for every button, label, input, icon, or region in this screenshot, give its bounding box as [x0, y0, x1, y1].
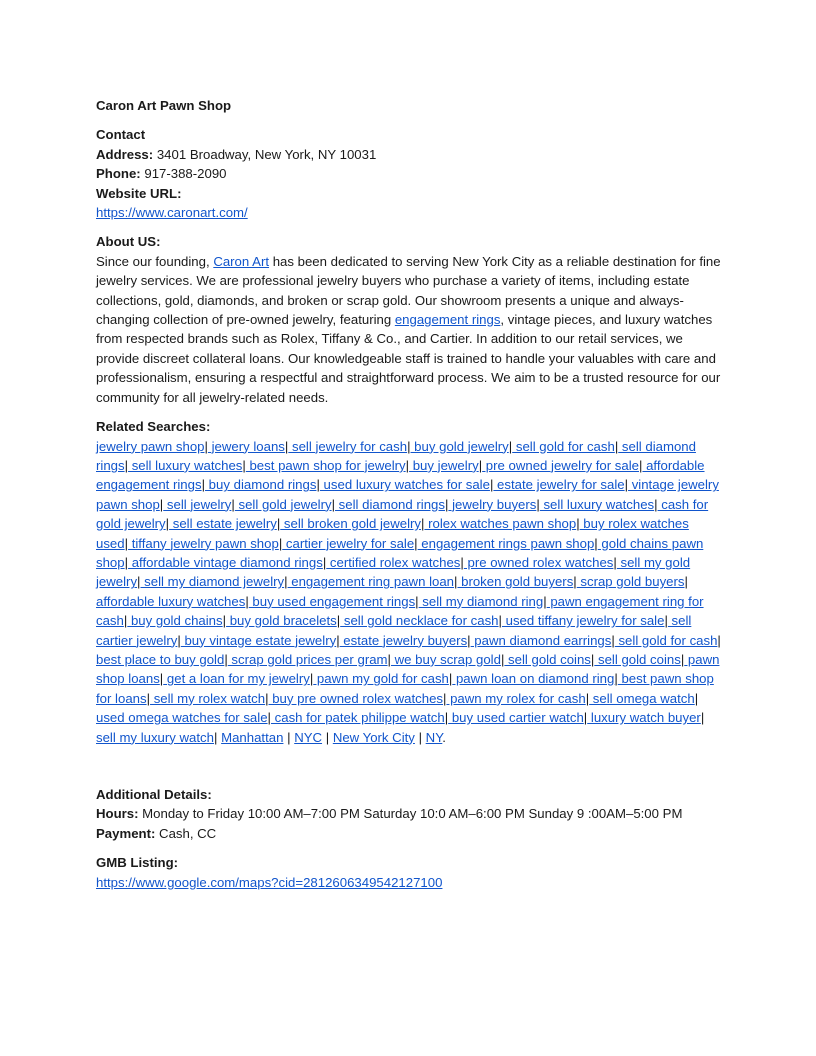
- related-search-link[interactable]: we buy scrap gold: [390, 651, 501, 667]
- about-section: [96, 232, 722, 407]
- related-search-link[interactable]: buy vintage estate jewelry: [180, 632, 337, 648]
- related-search-link[interactable]: buy rolex watches used: [96, 516, 689, 551]
- payment-label: Payment:: [96, 825, 156, 841]
- related-search-link[interactable]: sell my diamond jewelry: [140, 574, 285, 590]
- contact-section: [96, 125, 722, 222]
- related-search-link[interactable]: buy gold chains: [127, 613, 223, 629]
- related-searches-section: [96, 417, 722, 747]
- related-search-link[interactable]: sell gold for cash: [512, 438, 615, 454]
- related-search-link[interactable]: cash for patek philippe watch: [270, 710, 445, 726]
- related-search-link[interactable]: estate jewelry for sale: [493, 477, 625, 493]
- related-search-link[interactable]: sell my luxury watch: [96, 729, 214, 745]
- related-search-link[interactable]: sell estate jewelry: [169, 516, 277, 532]
- related-search-link[interactable]: engagement rings pawn shop: [417, 535, 595, 551]
- phone-value: 917-388-2090: [140, 166, 227, 182]
- related-search-link[interactable]: buy used engagement rings: [248, 593, 416, 609]
- related-search-link[interactable]: sell gold jewelry: [234, 496, 332, 512]
- payment-line: [96, 824, 722, 843]
- gmb-section: [96, 853, 722, 892]
- related-search-link[interactable]: sell my gold jewelry: [96, 554, 691, 590]
- related-search-link[interactable]: used omega watches for sale: [96, 710, 268, 726]
- related-search-link[interactable]: sell gold coins: [594, 651, 681, 667]
- place-link[interactable]: New York City: [332, 729, 415, 745]
- about-paragraph: [96, 252, 722, 407]
- related-search-link[interactable]: gold chains pawn shop: [96, 535, 704, 570]
- address-label: Address:: [96, 146, 154, 162]
- payment-value: Cash, CC: [155, 825, 217, 841]
- related-search-link[interactable]: affordable engagement rings: [96, 457, 705, 493]
- additional-heading: Additional Details:: [96, 787, 212, 802]
- related-search-link[interactable]: pawn engagement ring for cash: [96, 593, 704, 629]
- related-search-link[interactable]: pawn shop loans: [96, 651, 720, 687]
- place-link[interactable]: NY: [425, 729, 443, 745]
- related-search-link[interactable]: luxury watch buyer: [587, 710, 701, 726]
- about-text-2: has been dedicated to serving New York City as a reliable destination for fine jewelry services. We are professional jewelry buyers who purchase a variety of items, including estate collections, gold, diamonds, and broken or scrap gold. Our showroom presents a unique and always-changing collection of pre-owned jewelry, featuring: [96, 253, 721, 328]
- related-search-link[interactable]: sell jewelry for cash: [288, 438, 408, 454]
- related-search-link[interactable]: sell luxury watches: [539, 496, 655, 512]
- hours-value: Monday to Friday 10:00 AM–7:00 PM Saturday 10:0 AM–6:00 PM Sunday 9 :00AM–5:00 PM: [138, 806, 683, 822]
- related-search-link[interactable]: cash for gold jewelry: [96, 496, 709, 532]
- about-heading: About US:: [96, 234, 161, 250]
- related-search-link[interactable]: estate jewelry buyers: [339, 632, 468, 648]
- related-search-link[interactable]: pre owned rolex watches: [463, 554, 614, 570]
- engagement-rings-link[interactable]: engagement rings: [394, 312, 501, 328]
- place-link[interactable]: NYC: [294, 729, 323, 745]
- related-search-link[interactable]: buy diamond rings: [205, 477, 317, 493]
- related-search-link[interactable]: best pawn shop for loans: [96, 671, 714, 706]
- address-value: 3401 Broadway, New York, NY 10031: [153, 146, 377, 162]
- related-search-link[interactable]: jewelry buyers: [448, 496, 537, 512]
- related-search-link[interactable]: sell luxury watches: [128, 457, 243, 473]
- related-search-link[interactable]: vintage jewelry pawn shop: [96, 477, 719, 512]
- related-search-link[interactable]: get a loan for my jewelry: [163, 671, 310, 687]
- related-search-link[interactable]: jewery loans: [207, 438, 285, 454]
- related-search-link[interactable]: affordable vintage diamond rings: [128, 554, 323, 570]
- related-search-link[interactable]: best pawn shop for jewelry: [245, 457, 406, 473]
- related-search-link[interactable]: sell gold for cash: [614, 632, 718, 648]
- related-searches-list: jewelry pawn shop| jewery loans| sell jewelry for cash| buy gold jewelry| sell gold for cash| sell diamond rings| sell luxury watches| best pawn shop for jewelry| buy jewelry| pre owned jewelry for sale| affordable engagement rings| buy diamond rings| used luxury watches for sale| estate jewelry for sale| vintage jewelry pawn shop| sell jewelry| sell gold jewelry| sell diamond rings| jewelry buyers| sell luxury watches| cash for gold jewelry| sell estate jewelry| sell broken gold jewelry| rolex watches pawn shop| buy rolex watches used| tiffany jewelry pawn shop| cartier jewelry for sale| engagement rings pawn shop| gold chains pawn shop| affordable vintage diamond rings| certified rolex watches| pre owned rolex watches| sell my gold jewelry| sell my diamond jewelry| engagement ring pawn loan| broken gold buyers| scrap gold buyers| affordable luxury watches| buy used engagement rings| sell my diamond ring| pawn engagement ring for cash| buy gold chains| buy gold bracelets| sell gold necklace for cash| used tiffany jewelry for sale| sell cartier jewelry| buy vintage estate jewelry| estate jewelry buyers| pawn diamond earrings| sell gold for cash| best place to buy gold| scrap gold prices per gram| we buy scrap gold| sell gold coins| sell gold coins| pawn shop loans| get a loan for my jewelry| pawn my gold for cash| pawn loan on diamond ring| best pawn shop for loans| sell my rolex watch| buy pre owned rolex watches| pawn my rolex for cash| sell omega watch| used omega watches for sale| cash for patek philippe watch| buy used cartier watch| luxury watch buyer| sell my luxury watch| Manhattan | NYC | New York City | NY.: [96, 438, 721, 745]
- related-search-link[interactable]: sell cartier jewelry: [96, 613, 692, 648]
- related-search-link[interactable]: pawn my rolex for cash: [446, 690, 586, 706]
- additional-section: [96, 785, 722, 843]
- related-search-link[interactable]: cartier jewelry for sale: [282, 535, 415, 551]
- place-link[interactable]: Manhattan: [221, 729, 284, 745]
- contact-heading: Contact: [96, 127, 146, 143]
- related-search-link[interactable]: sell diamond rings: [96, 438, 696, 473]
- related-search-link[interactable]: buy gold bracelets: [226, 613, 337, 629]
- address-line: [96, 145, 722, 164]
- related-search-link[interactable]: tiffany jewelry pawn shop: [128, 535, 279, 551]
- related-search-link[interactable]: buy used cartier watch: [448, 710, 584, 726]
- related-search-link[interactable]: pawn my gold for cash: [313, 671, 449, 687]
- related-search-link[interactable]: sell gold coins: [504, 651, 591, 667]
- related-heading: Related Searches:: [96, 419, 211, 435]
- related-search-link[interactable]: sell my diamond ring: [418, 593, 544, 609]
- related-search-link[interactable]: sell broken gold jewelry: [280, 516, 422, 532]
- related-search-link[interactable]: broken gold buyers: [457, 574, 574, 590]
- hours-label: Hours:: [96, 806, 139, 822]
- related-search-link[interactable]: jewelry pawn shop: [96, 438, 205, 454]
- related-search-link[interactable]: sell gold necklace for cash: [340, 613, 499, 629]
- related-search-link[interactable]: buy jewelry: [409, 457, 479, 473]
- phone-line: [96, 164, 722, 183]
- website-label: Website URL:: [96, 185, 182, 201]
- related-search-link[interactable]: sell omega watch: [589, 690, 695, 706]
- related-search-link[interactable]: best place to buy gold: [96, 651, 225, 667]
- about-text-3: , vintage pieces, and luxury watches from respected brands such as Rolex, Tiffany & Co., and Cartier. In addition to our retail services, we provide discreet collateral loans. Our knowledgeable staff is trained to handle your valuables with care and professionalism, ensuring a respectful and straightforward process. We aim to be a trusted resource for our community for all jewelry-related needs.: [96, 312, 721, 405]
- related-search-link[interactable]: sell jewelry: [163, 496, 232, 512]
- related-search-link[interactable]: pre owned jewelry for sale: [482, 457, 639, 473]
- document-page: [96, 96, 722, 902]
- related-search-link[interactable]: engagement ring pawn loan: [287, 574, 455, 590]
- related-search-link[interactable]: certified rolex watches: [326, 554, 461, 570]
- related-search-link[interactable]: sell my rolex watch: [150, 690, 266, 706]
- related-search-link[interactable]: pawn loan on diamond ring: [452, 671, 615, 687]
- related-search-link[interactable]: affordable luxury watches: [96, 593, 246, 609]
- about-text-1: Since our founding,: [96, 253, 214, 269]
- gmb-link[interactable]: https://www.google.com/maps?cid=2812606349542127100: [96, 874, 443, 890]
- hours-line: [96, 804, 722, 823]
- related-search-link[interactable]: scrap gold buyers: [576, 574, 685, 590]
- phone-label: Phone:: [96, 166, 141, 182]
- related-search-link[interactable]: used luxury watches for sale: [319, 477, 490, 493]
- related-search-link[interactable]: used tiffany jewelry for sale: [501, 613, 665, 629]
- gmb-heading: GMB Listing:: [96, 855, 179, 871]
- website-link[interactable]: https://www.caronart.com/: [96, 205, 248, 221]
- related-search-link[interactable]: buy gold jewelry: [410, 438, 509, 454]
- related-search-link[interactable]: pawn diamond earrings: [470, 632, 612, 648]
- related-search-link[interactable]: rolex watches pawn shop: [424, 516, 577, 532]
- caron-art-link[interactable]: Caron Art: [213, 253, 270, 269]
- related-search-link[interactable]: sell diamond rings: [335, 496, 445, 512]
- related-search-link[interactable]: scrap gold prices per gram: [227, 651, 388, 667]
- related-search-link[interactable]: buy pre owned rolex watches: [268, 690, 443, 706]
- page-title: Caron Art Pawn Shop: [96, 98, 232, 113]
